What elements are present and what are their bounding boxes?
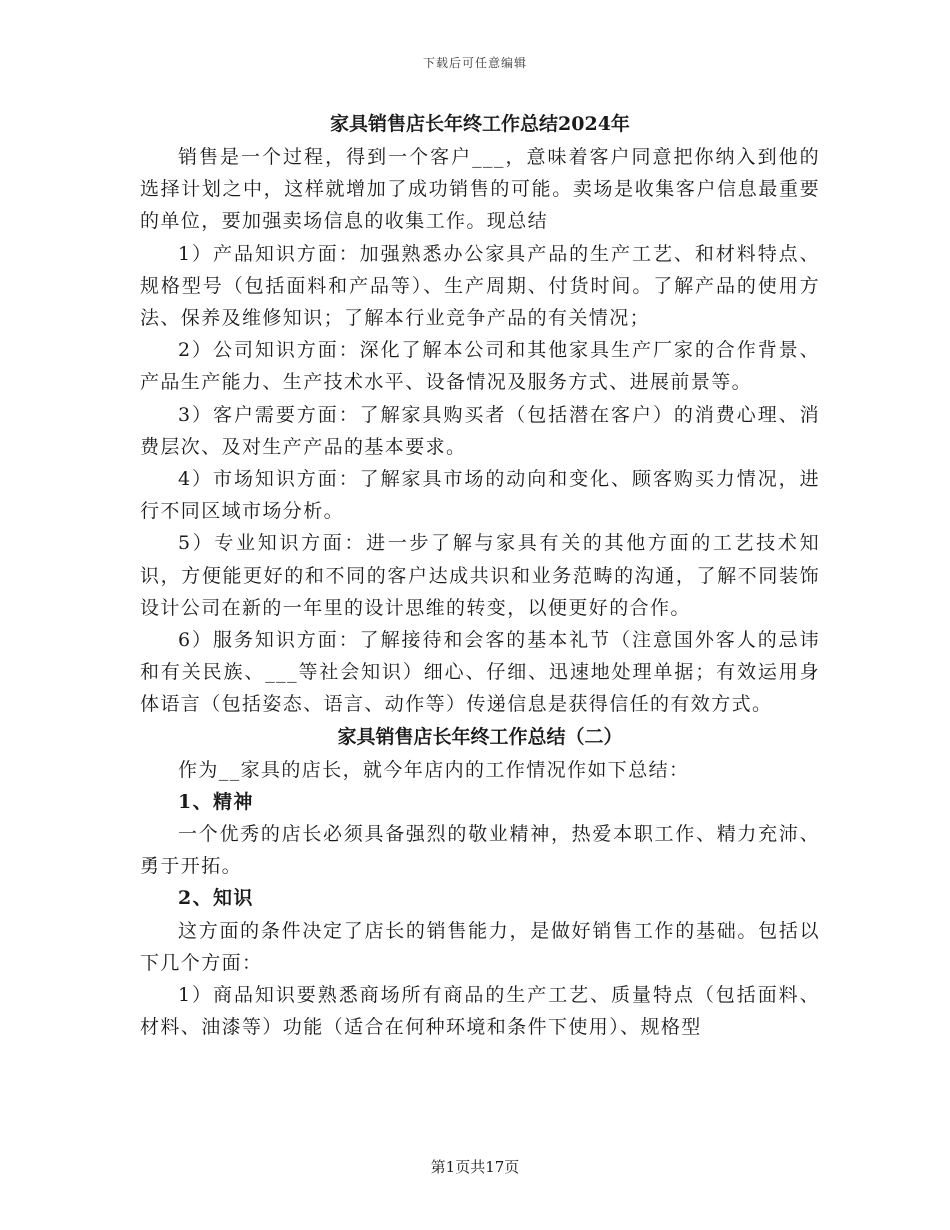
page-header-note: 下载后可任意编辑 — [422, 56, 527, 70]
paragraph-goods-knowledge: 1）商品知识要熟悉商场所有商品的生产工艺、质量特点（包括面料、材料、油漆等）功能（适合在何种环境和条件下使用）、规格型 — [140, 984, 820, 1039]
paragraph-market-knowledge: 4）市场知识方面：了解家具市场的动向和变化、顾客购买力情况，进行不同区域市场分析。 — [140, 468, 820, 523]
paragraph-customer-needs: 3）客户需要方面：了解家具购买者（包括潜在客户）的消费心理、消费层次、及对生产产品的基本要求。 — [140, 403, 820, 458]
document-title: 家具销售店长年终工作总结2024年 — [330, 113, 630, 135]
heading-spirit: 1、精神 — [178, 790, 254, 813]
heading-knowledge: 2、知识 — [178, 887, 254, 910]
paragraph-product-knowledge: 1）产品知识方面：加强熟悉办公家具产品的生产工艺、和材料特点、规格型号（包括面料和产品等）、生产周期、付货时间。了解产品的使用方法、保养及维修知识；了解本行业竞争产品的有关情况； — [140, 242, 820, 330]
paragraph-service-knowledge: 6）服务知识方面：了解接待和会客的基本礼节（注意国外客人的忌讳和有关民族、___等社会知识）细心、仔细、迅速地处理单据；有效运用身体语言（包括姿态、语言、动作等）传递信息是获得信任的有效方式。 — [140, 629, 820, 716]
paragraph-professional-knowledge: 5）专业知识方面：进一步了解与家具有关的其他方面的工艺技术知识，方便能更好的和不同的客户达成共识和业务范畴的沟通，了解不同装饰设计公司在新的一年里的设计思维的转变，以便更好的合作。 — [140, 532, 820, 619]
paragraph-spirit: 一个优秀的店长必须具备强烈的敬业精神，热爱本职工作、精力充沛、勇于开拓。 — [140, 823, 820, 878]
section-title-two: 家具销售店长年终工作总结（二） — [337, 725, 623, 748]
paragraph-company-knowledge: 2）公司知识方面：深化了解本公司和其他家具生产厂家的合作背景、产品生产能力、生产技术水平、设备情况及服务方式、进展前景等。 — [140, 339, 820, 394]
document-body — [140, 108, 820, 1043]
paragraph-intro-two: 作为__家具的店长，就今年店内的工作情况作如下总结： — [178, 758, 690, 781]
page-number: 第1页共17页 — [430, 1158, 520, 1176]
paragraph-knowledge: 这方面的条件决定了店长的销售能力，是做好销售工作的基础。包括以下几个方面： — [140, 919, 820, 974]
paragraph-intro: 销售是一个过程，得到一个客户___，意味着客户同意把你纳入到他的选择计划之中，这样就增加了成功销售的可能。卖场是收集客户信息最重要的单位，要加强卖场信息的收集工作。现总结 — [140, 146, 820, 233]
